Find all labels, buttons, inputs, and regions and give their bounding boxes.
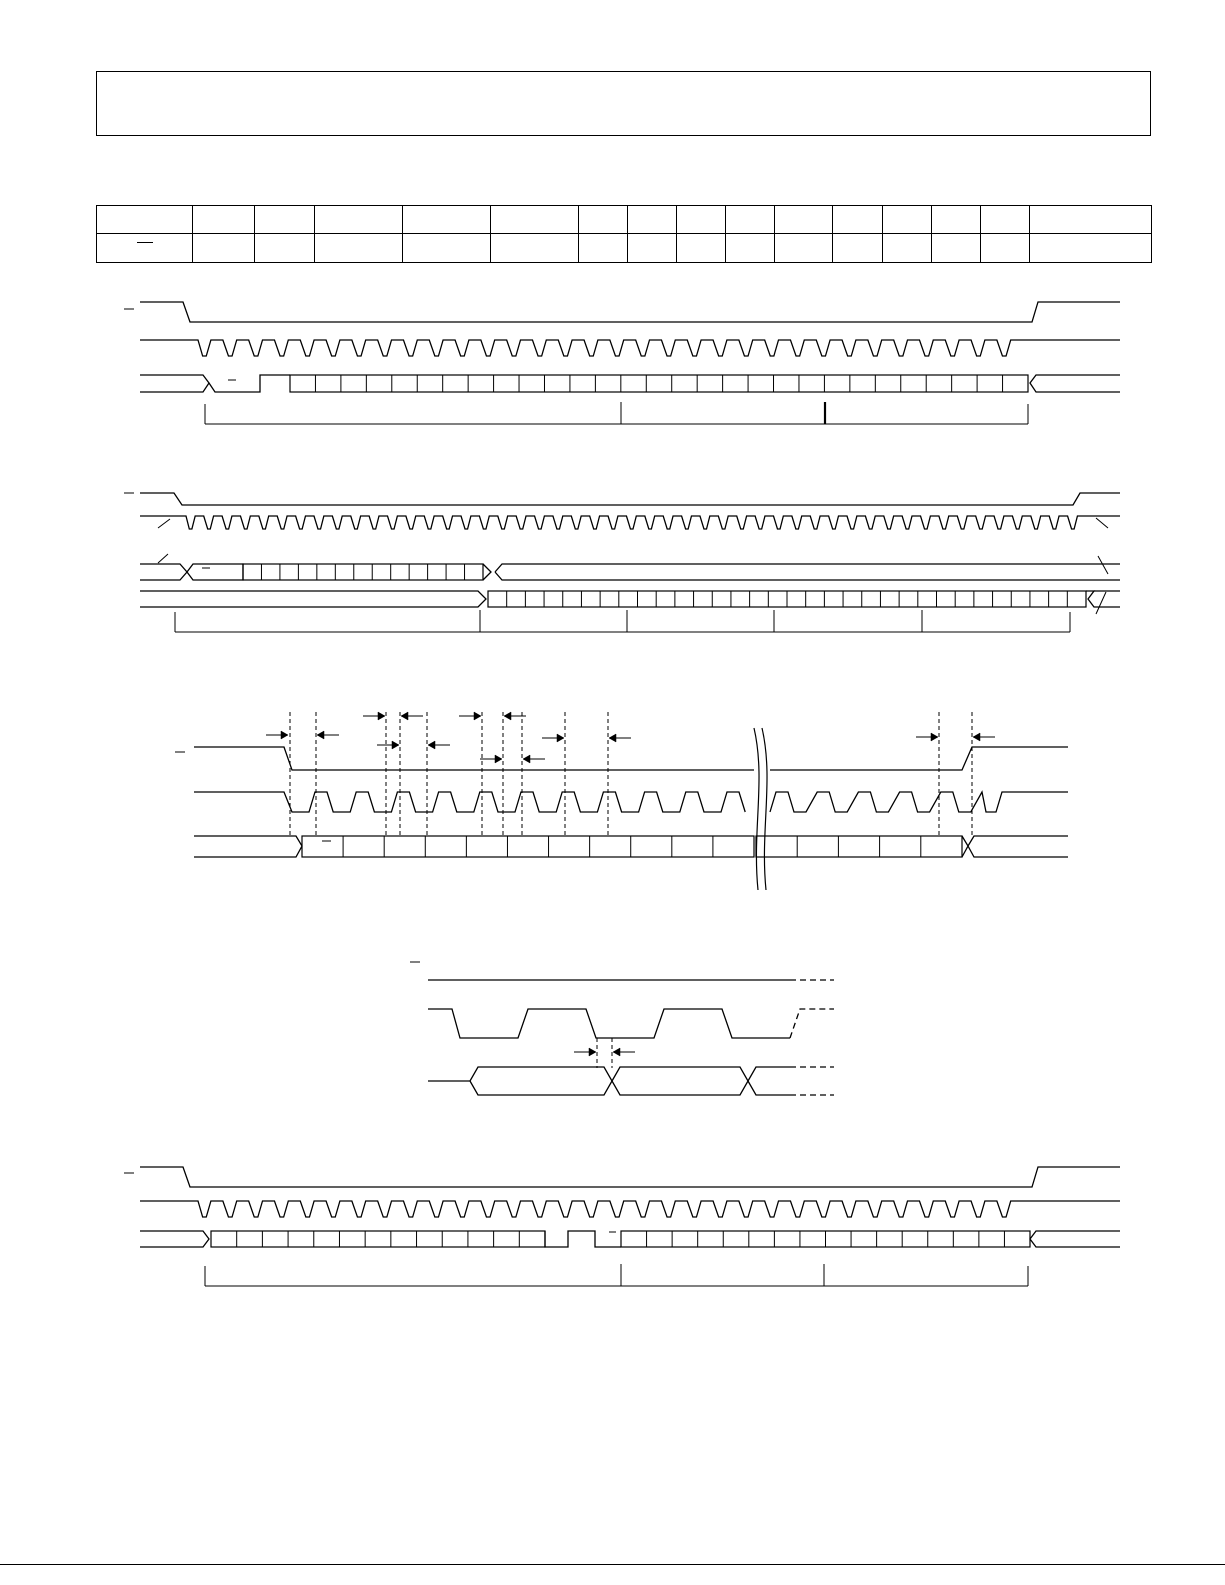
data-in-command-bits	[545, 1231, 621, 1247]
serial-clock-waveform	[140, 516, 1120, 529]
arrowhead-icon	[589, 1048, 596, 1056]
serial-clock-waveform	[428, 1009, 790, 1038]
arrowhead-icon	[495, 755, 502, 763]
serial-clock-waveform	[140, 340, 1120, 356]
data-in-idle-right	[968, 836, 1068, 857]
arrowhead-icon	[401, 712, 408, 720]
chip-select-waveform	[140, 302, 1120, 322]
data-in-terminator	[483, 564, 491, 580]
arrowhead-icon	[613, 1048, 620, 1056]
figure-read-cycle	[124, 493, 1120, 632]
data-in-idle-left	[194, 836, 302, 857]
axis-break-line-1	[754, 728, 759, 890]
data-in-idle-right	[1030, 375, 1120, 392]
arrowhead-icon	[474, 712, 481, 720]
callout-leader	[158, 519, 170, 528]
serial-clock-waveform	[140, 1201, 1120, 1217]
chip-select-waveform	[140, 1167, 1120, 1187]
data-in-idle-right	[1030, 1231, 1120, 1247]
data-in-idle-left	[140, 1231, 209, 1247]
data-in-bit-field-b	[756, 836, 962, 857]
callout-leader	[1098, 556, 1108, 574]
arrowhead-icon	[504, 712, 511, 720]
arrowhead-icon	[392, 741, 399, 749]
data-out-bit-b	[612, 1067, 748, 1095]
data-in-command-bit	[187, 564, 243, 580]
chip-select-waveform	[140, 493, 1120, 505]
arrowhead-icon	[557, 734, 564, 742]
serial-clock-waveform	[194, 792, 745, 812]
arrowhead-icon	[428, 741, 435, 749]
arrowhead-icon	[609, 734, 616, 742]
arrowhead-icon	[317, 731, 324, 739]
callout-leader	[1096, 518, 1108, 528]
arrowhead-icon	[973, 733, 980, 741]
data-in-idle-left	[140, 375, 209, 392]
data-in-hold-top	[495, 564, 1120, 572]
serial-clock-waveform-end	[770, 792, 1068, 812]
data-in-hold-bottom	[495, 572, 1120, 580]
footer-rule	[0, 1564, 1225, 1565]
data-in-bit-field-a	[302, 836, 754, 857]
figure-write-command	[124, 1167, 1120, 1286]
callout-leader	[158, 554, 168, 563]
figure-write-cycle	[124, 302, 1120, 424]
arrowhead-icon	[378, 712, 385, 720]
data-in-command-bit	[209, 375, 290, 392]
arrowhead-icon	[281, 731, 288, 739]
data-out-idle-left	[140, 591, 486, 607]
data-in-bit-field	[243, 564, 483, 580]
figure-data-valid	[410, 962, 834, 1095]
data-in-bit-field-a	[211, 1231, 545, 1247]
axis-break-line-2	[762, 728, 767, 890]
arrowhead-icon	[931, 733, 938, 741]
data-out-bit-c	[748, 1067, 790, 1095]
callout-leader	[1096, 592, 1106, 614]
data-in-bit-field	[290, 375, 1028, 392]
data-in-terminator	[962, 836, 968, 857]
data-in-idle-left	[140, 564, 187, 580]
chip-select-waveform-end	[770, 747, 1068, 770]
arrowhead-icon	[523, 755, 530, 763]
chip-select-waveform	[194, 747, 754, 770]
figure-timing-detail	[175, 712, 1068, 890]
data-out-bit-a	[428, 1067, 612, 1095]
serial-clock-continuation	[790, 1009, 834, 1038]
